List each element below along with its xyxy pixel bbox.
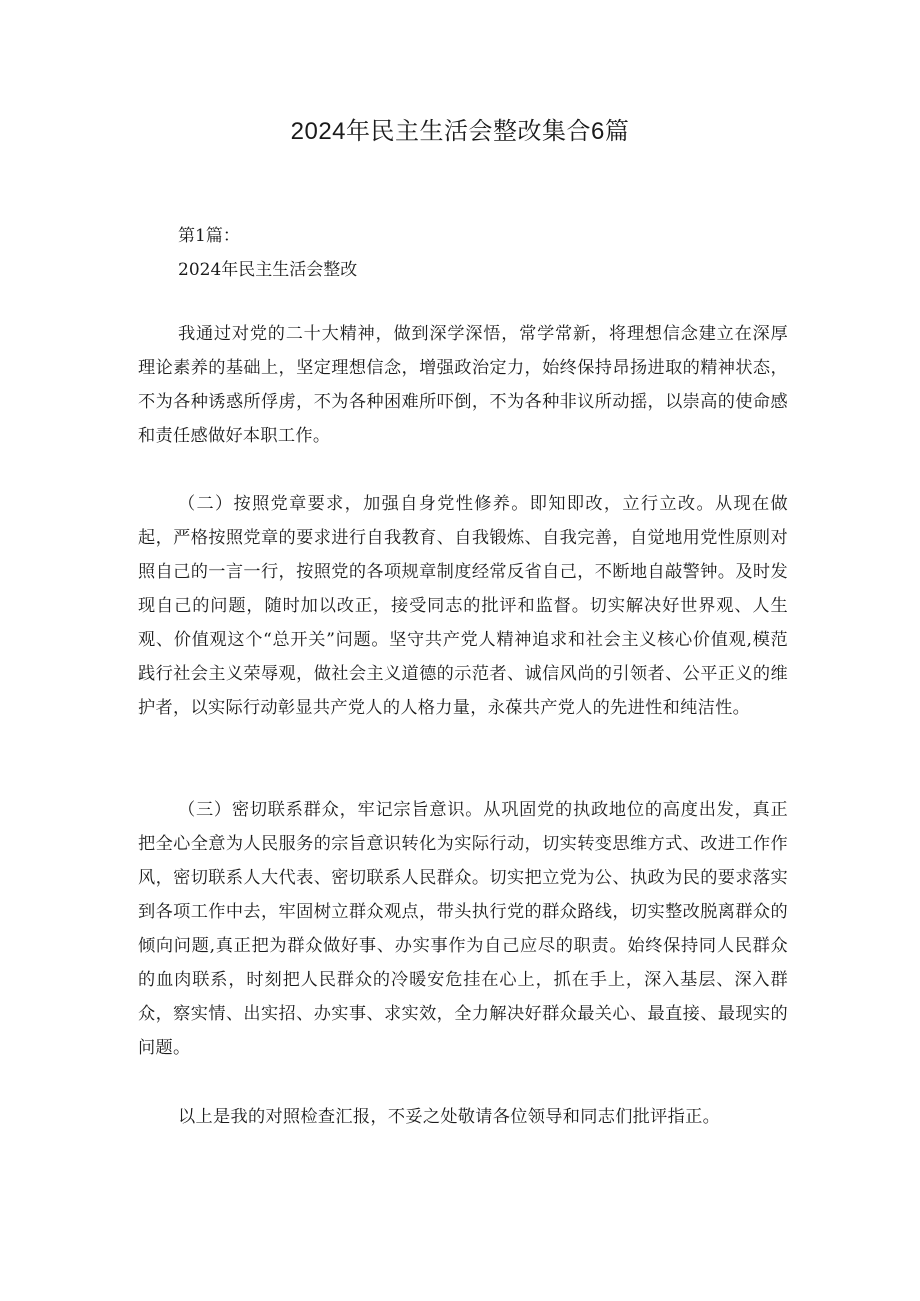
section-label: 第1篇：	[178, 226, 240, 246]
body-paragraph-3: （三）密切联系群众，牢记宗旨意识。从巩固党的执政地位的高度出发，真正把全心全意为人民服务的宗旨意识转化为实际行动，切实转变思维方式、改进工作作风，密切联系人大代表、密切联系人民群众。切实把立党为公、执政为民的要求落实到各项工作中去，牢固树立群众观点，带头执行党的群众路线，切实整改脱离群众的倾向问题,真正把为群众做好事、办实事作为自己应尽的职责。始终保持同人民群众的血肉联系，时刻把人民群众的冷暖安危挂在心上，抓在手上，深入基层、深入群众，察实情、出实招、办实事、求实效，全力解决好群众最关心、最直接、最现实的问题。	[138, 800, 788, 1058]
body-paragraph-2: （二）按照党章要求，加强自身党性修养。即知即改，立行立改。从现在做起，严格按照党章的要求进行自我教育、自我锻炼、自我完善，自觉地用党性原则对照自己的一言一行，按照党的各项规章制度经常反省自己，不断地自敲警钟。及时发现自己的问题，随时加以改正，接受同志的批评和监督。切实解决好世界观、人生观、价值观这个“总开关”问题。坚守共产党人精神追求和社会主义核心价值观,模范践行社会主义荣辱观，做社会主义道德的示范者、诚信风尚的引领者、公平正义的维护者，以实际行动彰显共产党人的人格力量，永葆共产党人的先进性和纯洁性。	[138, 494, 788, 718]
section-title: 2024年民主生活会整改	[178, 260, 358, 280]
document-title: 2024年民主生活会整改集合6篇	[290, 118, 630, 145]
closing-paragraph: 以上是我的对照检查汇报，不妥之处敬请各位领导和同志们批评指正。	[178, 1107, 721, 1127]
body-paragraph-1: 我通过对党的二十大精神，做到深学深悟，常学常新，将理想信念建立在深厚理论素养的基础上，坚定理想信念，增强政治定力，始终保持昂扬进取的精神状态，不为各种诱惑所俘虏，不为各种困难所吓倒，不为各种非议所动摇，以崇高的使命感和责任感做好本职工作。	[138, 324, 788, 446]
